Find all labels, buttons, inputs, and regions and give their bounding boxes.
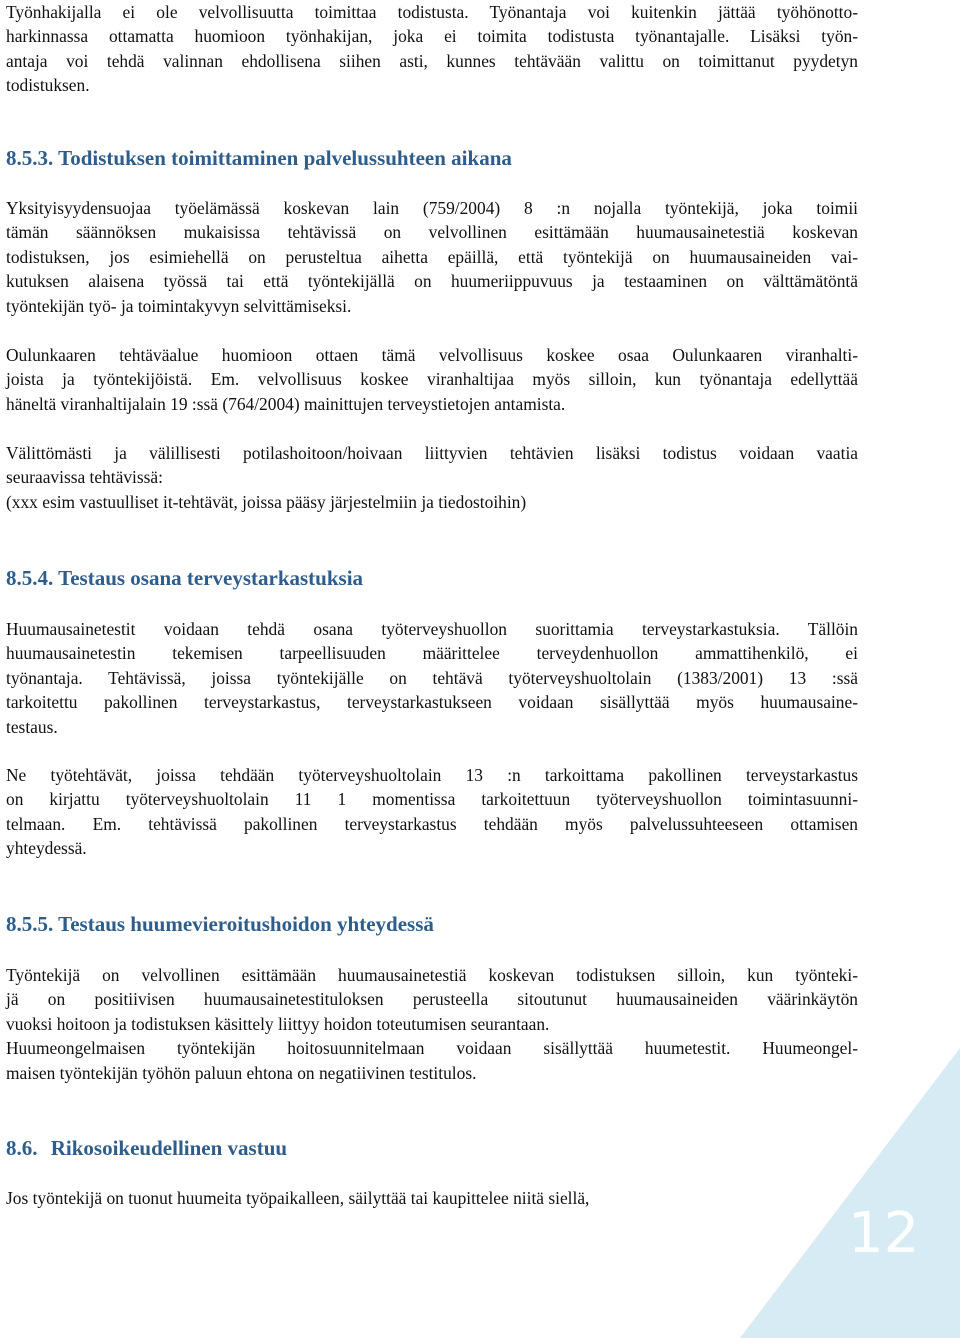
section-title: Testaus huumevieroitushoidon yhteydessä — [58, 912, 434, 936]
s853-paragraph-2 — [6, 343, 858, 416]
s855-p1-line-3: vuoksi hoitoon ja todistuksen käsittely liittyy hoidon toteutumisen seurantaan. — [6, 1013, 550, 1034]
s853-paragraph-1 — [6, 196, 858, 318]
section-heading-855 — [6, 911, 434, 937]
s853-p1-line-5: työntekijän työ- ja toimintakyvyn selvittämiseksi. — [6, 295, 352, 316]
s853-p2-line-1: Oulunkaaren tehtäväalue huomioon ottaen tämä velvollisuus koskee osaa Oulunkaaren viranhalti- — [6, 345, 858, 365]
s854-paragraph-1 — [6, 617, 858, 739]
section-number: 8.5.3. — [6, 146, 54, 170]
s854-p1-line-5: testaus. — [6, 716, 58, 737]
s855-p1-line-4: Huumeongelmaisen työntekijän hoitosuunnitelmaan voidaan sisällyttää huumetestit. Huumeongel- — [6, 1038, 858, 1059]
s853-p3-line-2: seuraavissa tehtävissä: — [6, 467, 163, 488]
s854-p1-line-2: huumausainetestin tekemisen tarpeellisuuden määrittelee terveydenhuollon ammattihenkilö, ei — [6, 643, 858, 664]
corner-triangle — [740, 1048, 960, 1338]
s854-p1-line-1: Huumausainetestit voidaan tehdä osana työterveyshuollon suorittamia terveystarkastuksia. Tällöin — [6, 619, 858, 639]
s853-p3-line-1: Välittömästi ja välillisesti potilashoitoon/hoivaan liittyvien tehtävien lisäksi todistus voidaan vaatia — [6, 443, 858, 463]
s853-paragraph-3 — [6, 441, 858, 514]
section-title: Todistuksen toimittaminen palvelussuhteen aikana — [58, 146, 512, 170]
s853-p1-line-4: kutuksen alaisena työssä tai että työntekijällä on huumeriippuvuus ja testaaminen on välttämätöntä — [6, 271, 858, 292]
s853-p1-line-1: Yksityisyydensuojaa työelämässä koskevan lain (759/2004) 8 :n nojalla työntekijä, joka toimii — [6, 198, 858, 218]
s854-p2-line-3: telmaan. Em. tehtävissä pakollinen terveystarkastus tehdään myös palvelussuhteeseen ottamisen — [6, 813, 858, 834]
intro-line-3: antaja voi tehdä valinnan ehdollisena siihen asti, kunnes tehtävään valittu on toimittanut pyydetyn — [6, 50, 858, 71]
s854-p1-line-4: tarkoitettu pakollinen terveystarkastus, terveystarkastukseen voidaan sisällyttää myös huumausaine- — [6, 692, 858, 713]
s855-p1-line-1: Työntekijä on velvollinen esittämään huumausainetestiä koskevan todistuksen silloin, kun työnteki- — [6, 965, 858, 985]
intro-line-1: Työnhakijalla ei ole velvollisuutta toimittaa todistusta. Työnantaja voi kuitenkin jättää työhönotto- — [6, 2, 858, 22]
section-number: 8.6. — [6, 1136, 38, 1160]
s854-p2-line-1: Ne työtehtävät, joissa tehdään työterveyshuoltolain 13 :n tarkoittama pakollinen terveystarkastus — [6, 765, 858, 785]
section-number: 8.5.4. — [6, 566, 54, 590]
intro-line-4: todistuksen. — [6, 75, 90, 96]
section-title: Testaus osana terveystarkastuksia — [58, 566, 364, 590]
s853-p1-line-2: tämän säännöksen mukaisissa tehtävissä on velvollinen esittämään huumausainetestiä koskevan — [6, 222, 858, 243]
s853-p2-line-3: häneltä viranhaltijalain 19 :ssä (764/2004) mainittujen terveystietojen antamista. — [6, 393, 566, 414]
s853-p2-line-2: joista ja työntekijöistä. Em. velvollisuus koskee viranhaltijaa myös silloin, kun työnantaja edellyttää — [6, 369, 858, 390]
s86-p1-line-1: Jos työntekijä on tuonut huumeita työpaikalleen, säilyttää tai kaupittelee niitä siellä, — [6, 1188, 590, 1208]
s86-paragraph-1 — [6, 1186, 858, 1210]
page-number: 12 — [848, 1201, 920, 1266]
s855-p1-line-2: jä on positiivisen huumausainetestituloksen perusteella sitoutunut huumausaineiden väärinkäytön — [6, 989, 858, 1010]
s854-paragraph-2 — [6, 763, 858, 861]
section-number: 8.5.5. — [6, 912, 54, 936]
section-heading-854 — [6, 565, 363, 591]
section-heading-853 — [6, 145, 512, 171]
section-title: Rikosoikeudellinen vastuu — [50, 1136, 288, 1160]
s855-paragraph-1 — [6, 963, 858, 1085]
s853-p3-line-3: (xxx esim vastuulliset it-tehtävät, joissa pääsy järjestelmiin ja tiedostoihin) — [6, 491, 527, 512]
intro-line-2: harkinnassa ottamatta huomioon työnhakijan, joka ei toimita todistusta työnantajalle. Lisäksi työn- — [6, 26, 858, 47]
s854-p1-line-3: työnantaja. Tehtävissä, joissa työntekijälle on tehtävä työterveyshuoltolain (1383/2001) 13 :ssä — [6, 667, 858, 688]
section-heading-86 — [6, 1135, 287, 1161]
s853-p1-line-3: todistuksen, jos esimiehellä on perusteltua aihetta epäillä, että työntekijä on huumausaineiden vai- — [6, 246, 858, 267]
intro-paragraph — [6, 0, 858, 98]
s854-p2-line-2: on kirjattu työterveyshuoltolain 11 1 momentissa tarkoitettuun työterveyshuollon toimintasuunni- — [6, 789, 858, 810]
s855-p1-line-5: maisen työntekijän työhön paluun ehtona on negatiivinen testitulos. — [6, 1062, 477, 1083]
s854-p2-line-4: yhteydessä. — [6, 838, 87, 859]
corner-decoration — [740, 1048, 960, 1338]
